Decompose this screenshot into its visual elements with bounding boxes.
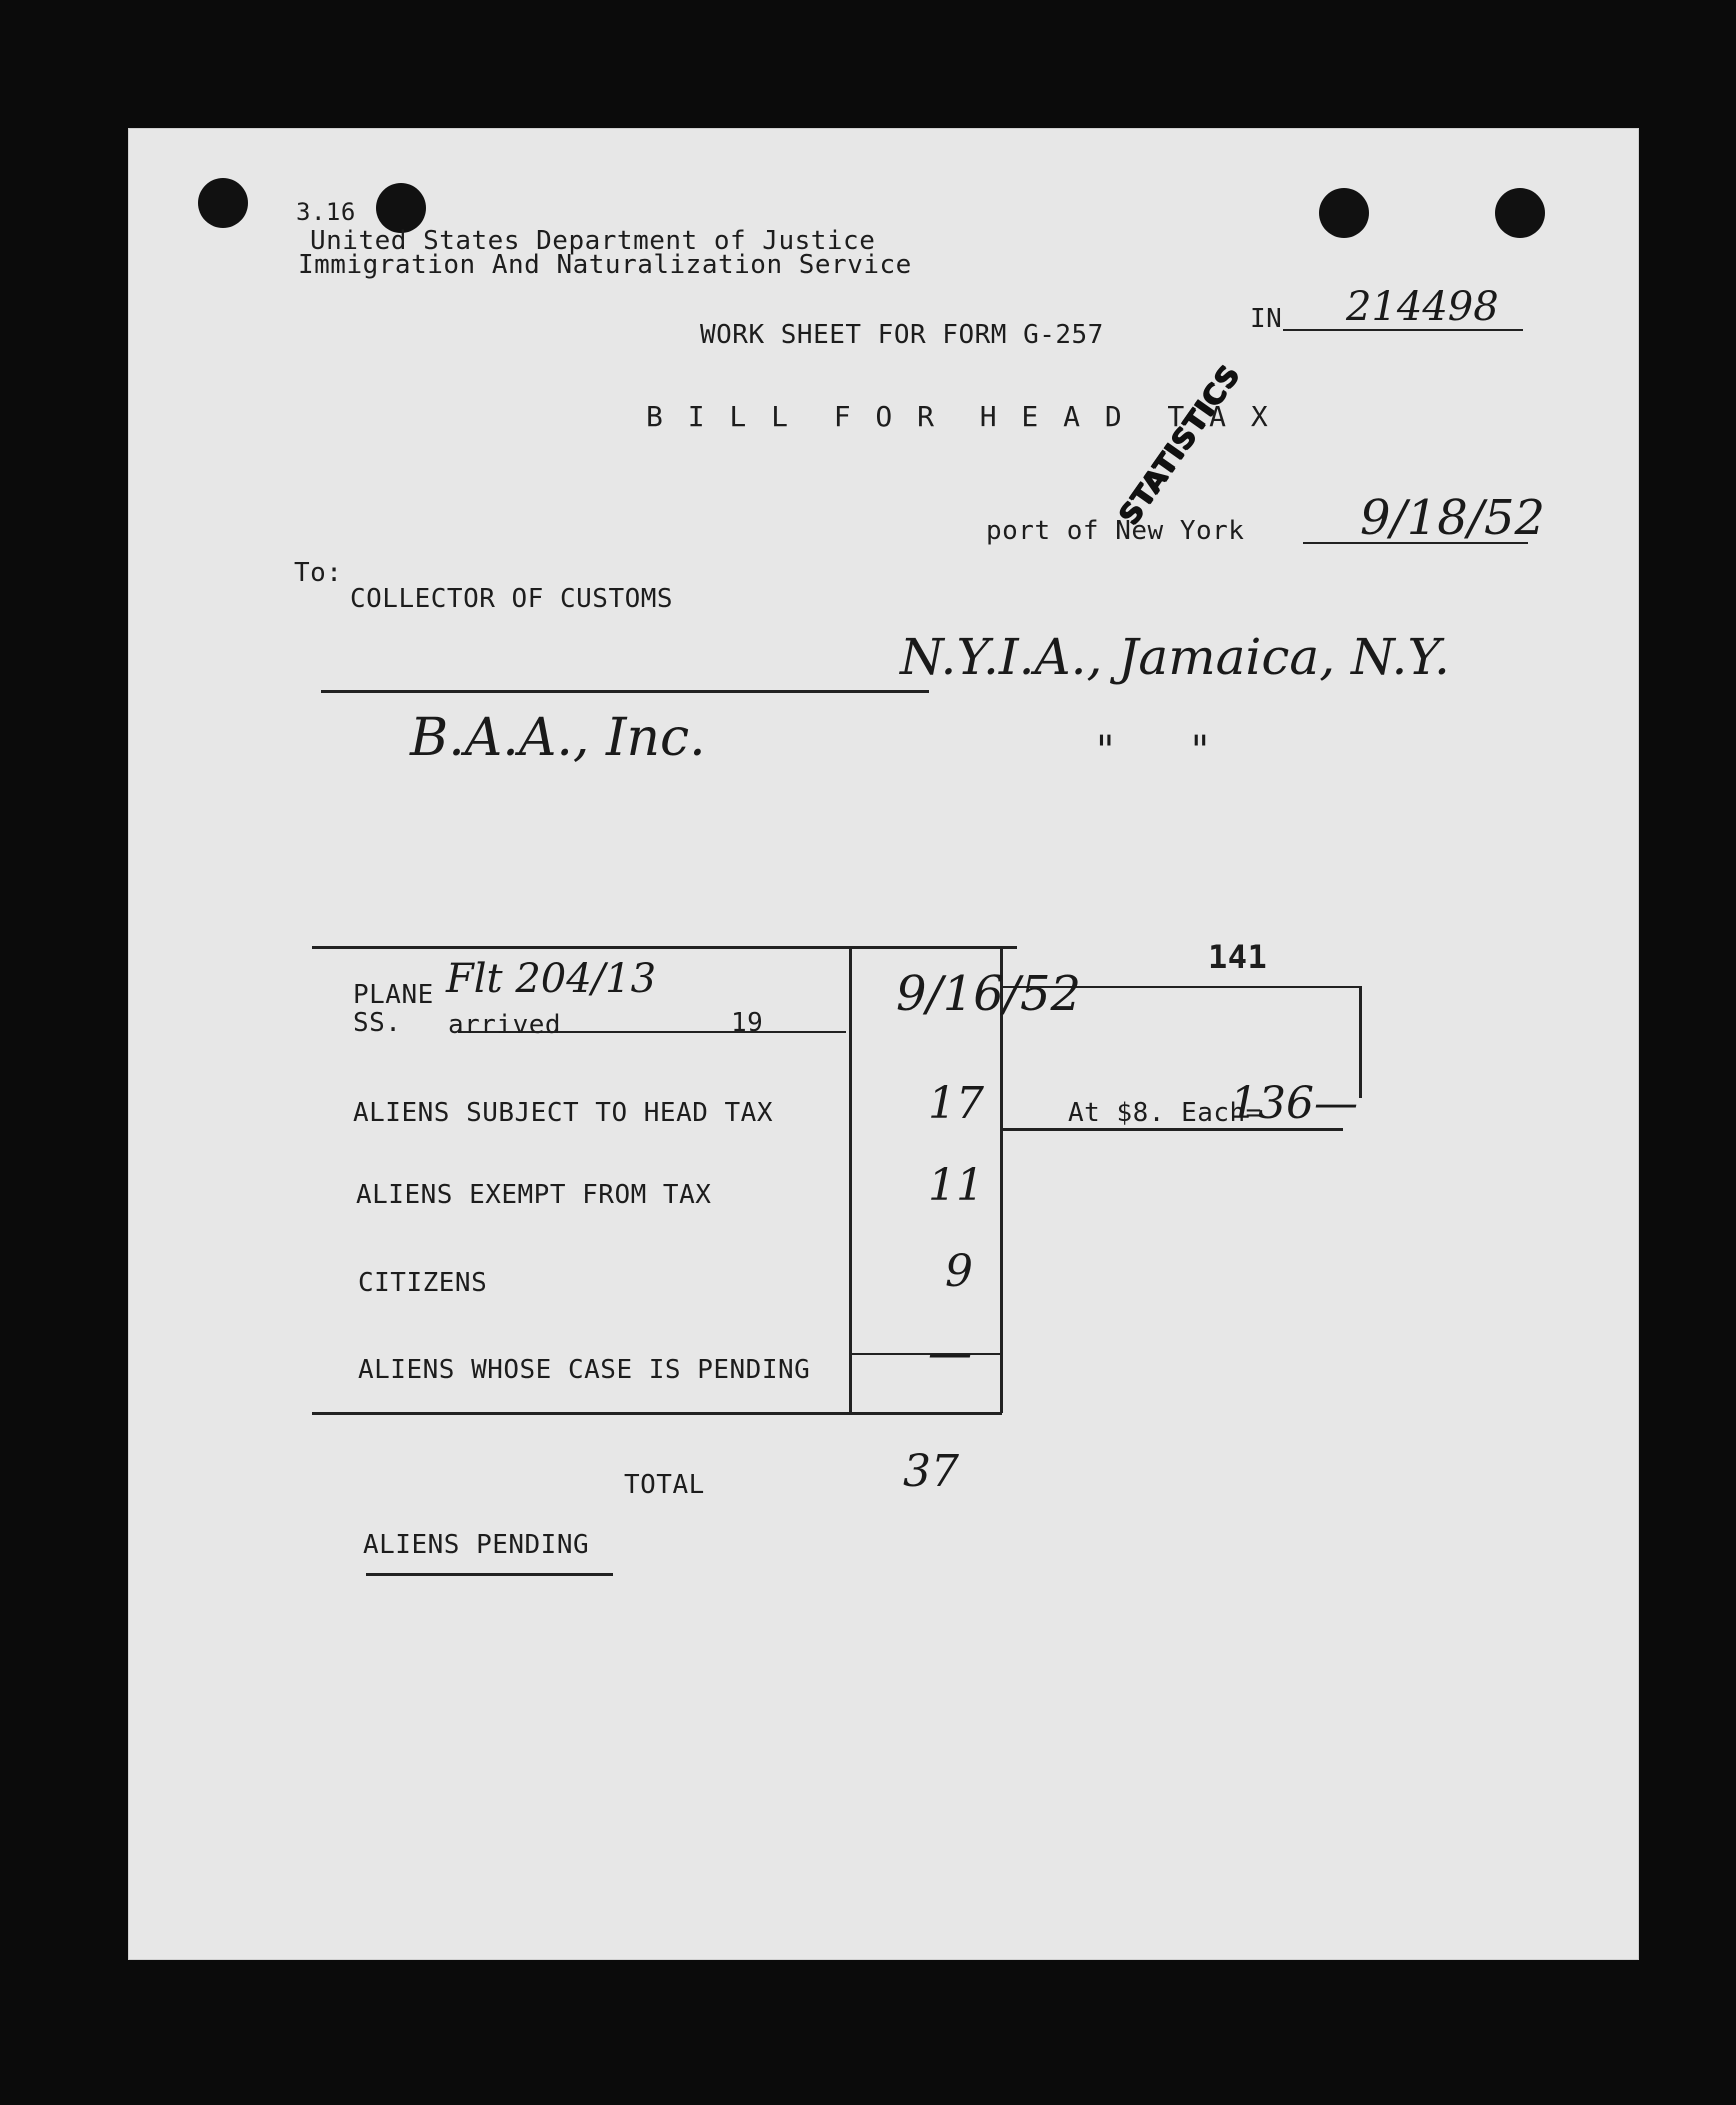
recipient-name: COLLECTOR OF CUSTOMS: [350, 584, 674, 614]
table-bottom-rule: [312, 1412, 1002, 1415]
arrived-label: arrived: [448, 1010, 562, 1040]
aliens-pending-underline: [366, 1573, 613, 1576]
port-label: port of New York: [986, 516, 1245, 546]
row-value-pending: —: [928, 1328, 972, 1379]
punch-hole: [1319, 188, 1369, 238]
handwritten-company: B.A.A., Inc.: [410, 708, 706, 768]
service-name: Immigration And Naturalization Service: [298, 250, 912, 280]
form-number: 3.16: [296, 198, 356, 226]
handwritten-address: N.Y.I.A., Jamaica, N.Y.: [900, 628, 1450, 686]
total-label: TOTAL: [624, 1470, 705, 1500]
punch-hole: [1495, 188, 1545, 238]
row-value-exempt: 11: [928, 1160, 984, 1211]
bill-title: B I L L F O R H E A D T A X: [646, 400, 1272, 433]
total-value: 37: [903, 1446, 959, 1497]
table-top-rule: [312, 946, 1017, 949]
ss-label: SS.: [353, 1008, 402, 1038]
department-name: United States Department of Justice: [310, 226, 876, 256]
aliens-pending-label: ALIENS PENDING: [363, 1530, 590, 1560]
row-value-citizens: 9: [945, 1246, 973, 1297]
rate-total: 136—: [1230, 1078, 1358, 1129]
statistics-stamp: STATISTICS: [1112, 358, 1247, 531]
ditto-marks: " ": [1096, 728, 1210, 774]
bill-date: 9/18/52: [1360, 490, 1546, 546]
row-label-subject-to-tax: ALIENS SUBJECT TO HEAD TAX: [353, 1098, 773, 1128]
punch-hole: [198, 178, 248, 228]
to-label: To:: [294, 558, 343, 588]
row-label-pending: ALIENS WHOSE CASE IS PENDING: [358, 1355, 811, 1385]
plane-label: PLANE: [353, 980, 434, 1010]
flight-number: Flt 204/13: [446, 956, 657, 1002]
arrival-date: 9/16/52: [896, 966, 1082, 1022]
worksheet-title: WORK SHEET FOR FORM G-257: [700, 320, 1104, 350]
row-label-citizens: CITIZENS: [358, 1268, 488, 1298]
address-underline: [321, 690, 929, 693]
rate-label: At $8. Each=: [1068, 1098, 1262, 1128]
in-number: 214498: [1346, 284, 1499, 330]
table-left-divider: [849, 948, 852, 1413]
row-label-exempt: ALIENS EXEMPT FROM TAX: [356, 1180, 712, 1210]
count-141: 141: [1208, 938, 1268, 976]
total-top-rule: [852, 1353, 1002, 1355]
row-value-subject-to-tax: 17: [928, 1078, 984, 1129]
year-prefix: 19: [731, 1008, 764, 1038]
in-label: IN: [1250, 304, 1283, 334]
box-right-rule: [1359, 986, 1362, 1098]
document-page: [128, 128, 1639, 1960]
